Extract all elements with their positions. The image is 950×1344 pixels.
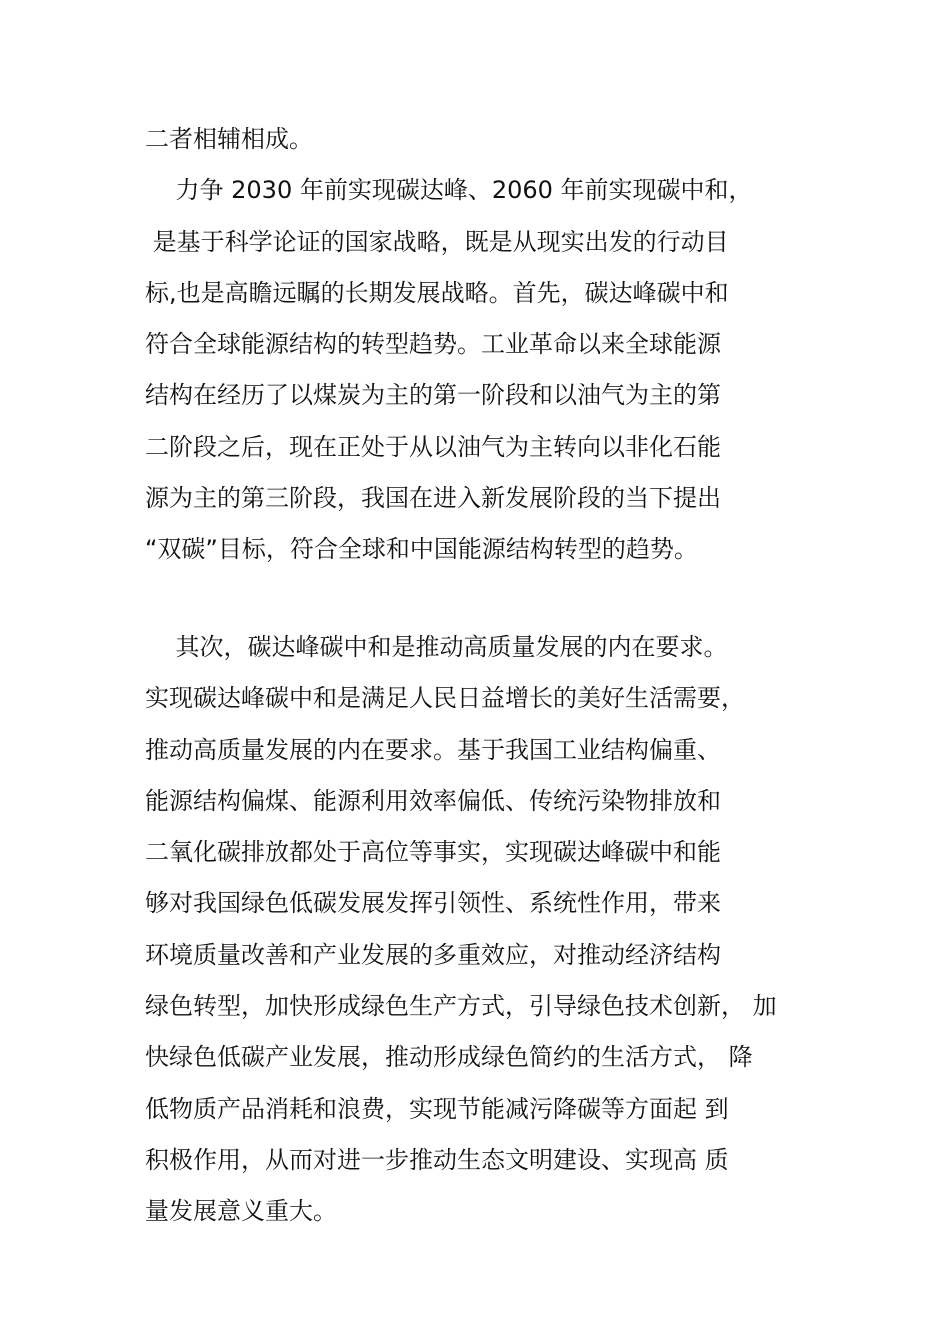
text-line: 二阶段之后，现在正处于从以油气为主转向以非化石能 xyxy=(145,432,721,461)
text-line: 能源结构偏煤、能源利用效率偏低、传统污染物排放和 xyxy=(145,786,721,815)
text-line: 快绿色低碳产业发展，推动形成绿色简约的生活方式， 降 xyxy=(145,1043,753,1072)
text-line: 标,也是高瞻远瞩的长期发展战略。首先，碳达峰碳中和 xyxy=(145,278,729,307)
text-line: 结构在经历了以煤炭为主的第一阶段和以油气为主的第 xyxy=(145,381,721,410)
text-line: 二氧化碳排放都处于高位等事实，实现碳达峰碳中和能 xyxy=(145,838,721,867)
paragraph-carbon-strategy xyxy=(145,114,845,576)
paragraph-high-quality-development xyxy=(145,622,845,1238)
text-line: 源为主的第三阶段，我国在进入新发展阶段的当下提出 xyxy=(145,484,721,513)
text-line: 推动高质量发展的内在要求。基于我国工业结构偏重、 xyxy=(145,735,721,764)
text-line: 力争 2030 年前实现碳达峰、2060 年前实现碳中和， xyxy=(145,176,753,205)
text-line: 够对我国绿色低碳发展发挥引领性、系统性作用，带来 xyxy=(145,889,721,918)
text-line: “双碳”目标，符合全球和中国能源结构转型的趋势。 xyxy=(145,535,698,564)
text-line: 绿色转型，加快形成绿色生产方式，引导绿色技术创新， 加 xyxy=(145,992,777,1021)
text-line: 其次，碳达峰碳中和是推动高质量发展的内在要求。 xyxy=(145,633,728,661)
text-line: 二者相辅相成。 xyxy=(145,125,313,153)
text-line: 环境质量改善和产业发展的多重效应，对推动经济结构 xyxy=(145,940,721,969)
text-line: 是基于科学论证的国家战略，既是从现实出发的行动目 xyxy=(145,227,729,256)
text-line: 符合全球能源结构的转型趋势。工业革命以来全球能源 xyxy=(145,330,721,359)
text-line: 低物质产品消耗和浪费，实现节能减污降碳等方面起 到 xyxy=(145,1094,729,1123)
text-line: 量发展意义重大。 xyxy=(145,1197,337,1226)
text-line: 实现碳达峰碳中和是满足人民日益增长的美好生活需要， xyxy=(145,684,745,713)
text-line: 积极作用，从而对进一步推动生态文明建设、实现高 质 xyxy=(145,1145,729,1174)
